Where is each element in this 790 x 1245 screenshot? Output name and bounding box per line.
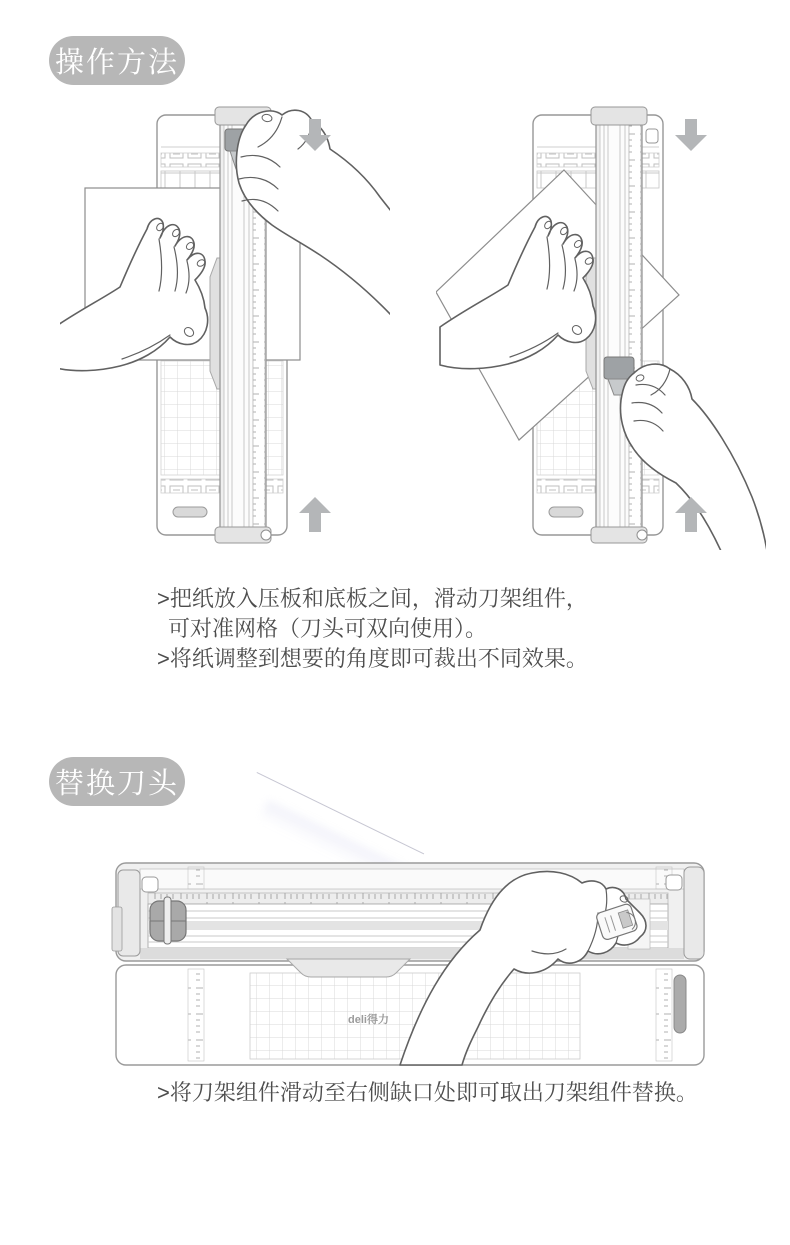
clamp-bump <box>287 959 410 977</box>
caption-line: >把纸放入压板和底板之间，滑动刀架组件， <box>157 586 588 611</box>
blade-carriage-knob <box>150 897 186 944</box>
deli-logo: deli得力 <box>348 1014 389 1026</box>
caption-line: 可对准网格（刀头可双向使用）。 <box>168 616 488 641</box>
illustration-straight-cut <box>60 105 390 550</box>
arrow-down-icon <box>675 119 707 151</box>
section-badge-replace <box>49 757 185 806</box>
section-badge-operation <box>49 36 185 85</box>
caption-line: >将刀架组件滑动至右侧缺口处即可取出刀架组件替换。 <box>157 1080 698 1105</box>
illustration-angle-cut <box>436 105 766 550</box>
arrow-up-icon <box>299 497 331 532</box>
operation-caption <box>157 584 588 674</box>
section-badge-replace-label: 替换刀头 <box>54 768 179 800</box>
section-badge-operation-label: 操作方法 <box>54 47 179 79</box>
illustration-blade-removal <box>100 855 720 1067</box>
replace-caption <box>157 1078 698 1108</box>
caption-line: >将纸调整到想要的角度即可裁出不同效果。 <box>157 646 588 671</box>
